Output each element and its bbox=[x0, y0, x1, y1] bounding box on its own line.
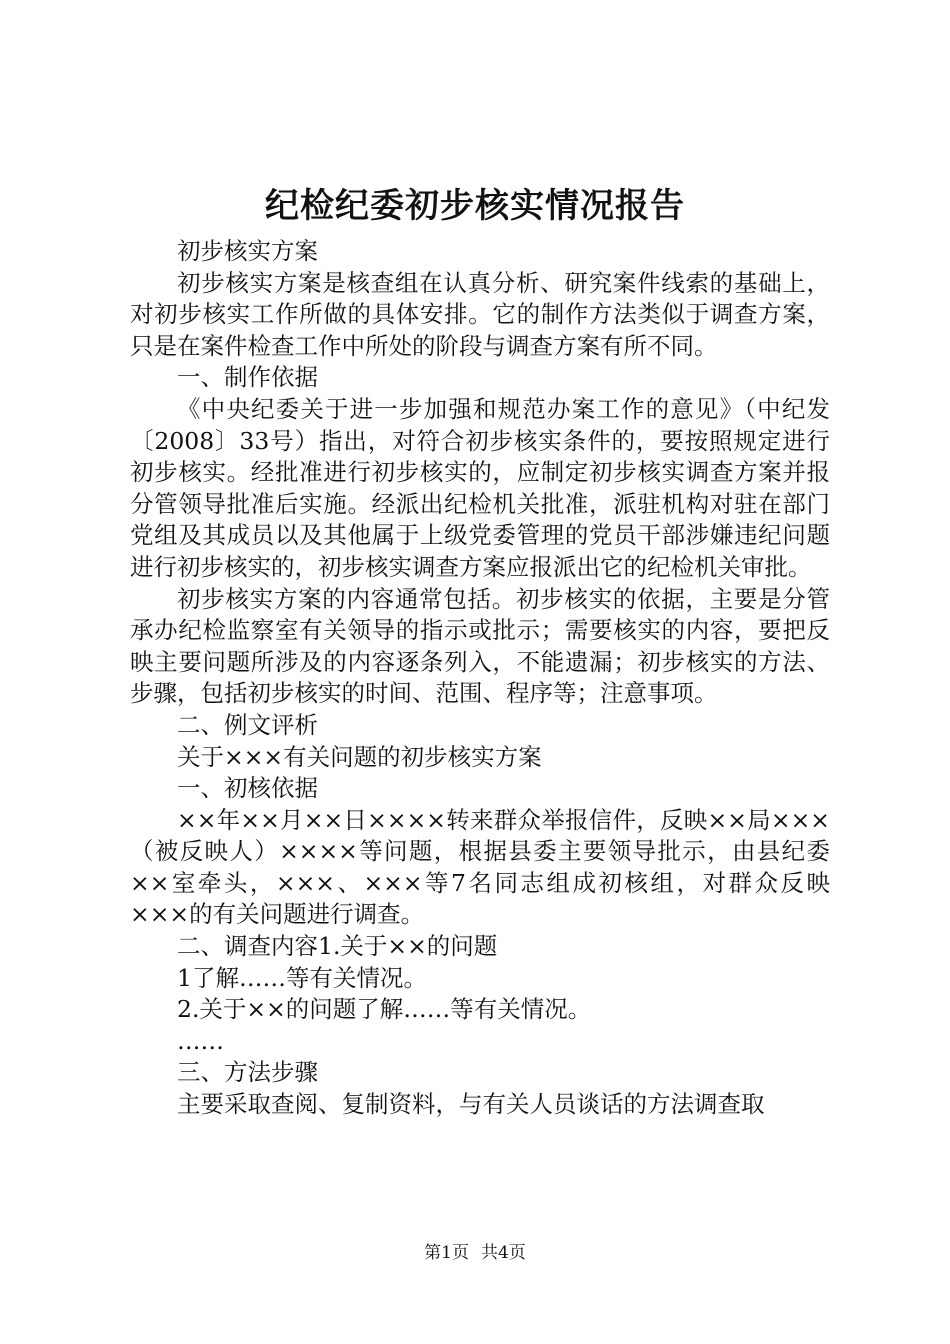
list-item: 1了解……等有关情况。 bbox=[177, 963, 427, 992]
paragraph-basis: 《中央纪委关于进一步加强和规范办案工作的意见》（中纪发〔2008〕33号）指出，对符合初步核实条件的，要按照规定进行初步核实。经批准进行初步核实的，应制定初步核实调查方案并报分管领导批准后实施。经派出纪检机关批准，派驻机构对驻在部门党组及其成员以及其他属于上级党委管理的党员干部涉嫌违纪问题进行初步核实的，初步核实调查方案应报派出它的纪检机关审批。 bbox=[130, 394, 830, 581]
paragraph-intro: 初步核实方案是核查组在认真分析、研究案件线索的基础上，对初步核实工作所做的具体安排。它的制作方法类似于调查方案，只是在案件检查工作中所处的阶段与调查方案有所不同。 bbox=[130, 268, 830, 360]
heading-basis: 一、制作依据 bbox=[177, 363, 318, 392]
page-number: 第1页 bbox=[424, 1243, 469, 1263]
paragraph-initial-basis: ××年××月××日××××转来群众举报信件，反映××局×××（被反映人）××××等问题，根据县委主要领导批示，由县纪委××室牵头，×××、×××等7名同志组成初核组，对群众反映×××的有关问题进行调查。 bbox=[130, 805, 830, 929]
page-footer bbox=[0, 1242, 950, 1264]
paragraph-methods: 主要采取查阅、复制资料，与有关人员谈话的方法调查取 bbox=[177, 1090, 765, 1119]
document-body bbox=[130, 236, 830, 1121]
list-item: 2.关于××的问题了解……等有关情况。 bbox=[177, 995, 592, 1024]
example-title: 关于×××有关问题的初步核实方案 bbox=[177, 742, 542, 771]
page-total: 共4页 bbox=[481, 1243, 526, 1263]
heading-initial-basis: 一、初核依据 bbox=[177, 774, 318, 803]
document-title: 纪检纪委初步核实情况报告 bbox=[265, 186, 685, 226]
heading-methods: 三、方法步骤 bbox=[177, 1058, 318, 1087]
heading-example: 二、例文评析 bbox=[177, 710, 318, 739]
ellipsis-line: …… bbox=[177, 1026, 224, 1055]
paragraph-contents: 初步核实方案的内容通常包括。初步核实的依据，主要是分管承办纪检监察室有关领导的指示或批示；需要核实的内容，要把反映主要问题所涉及的内容逐条列入，不能遗漏；初步核实的方法、步骤，包括初步核实的时间、范围、程序等；注意事项。 bbox=[130, 584, 830, 708]
heading-plan: 初步核实方案 bbox=[177, 237, 318, 265]
heading-investigation: 二、调查内容1.关于××的问题 bbox=[177, 932, 498, 961]
